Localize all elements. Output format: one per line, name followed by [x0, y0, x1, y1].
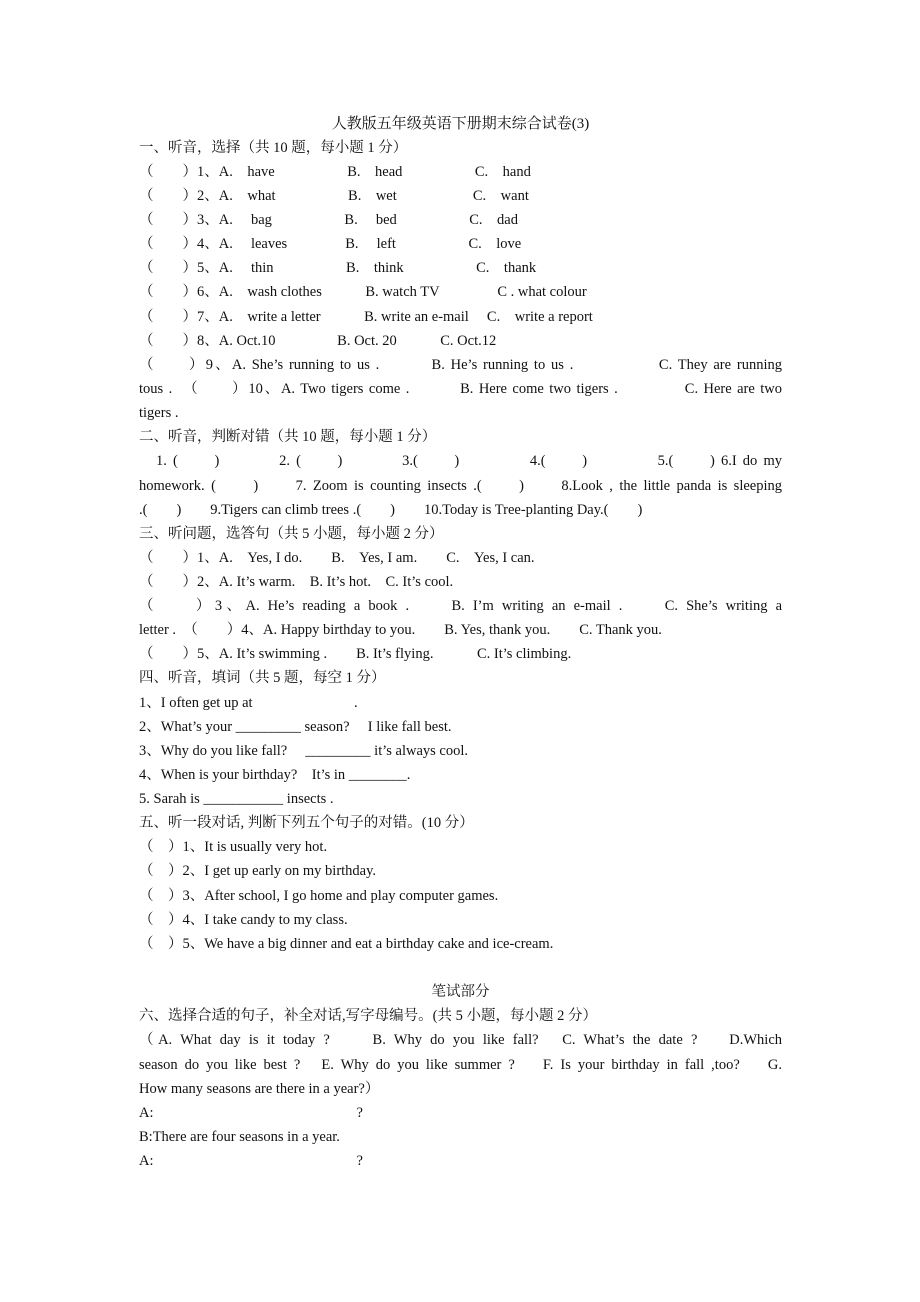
s6-dialog-a1: A: ?: [139, 1105, 363, 1121]
section3-heading: 三、听问题，选答句（共 5 小题，每小题 2 分）: [139, 526, 444, 542]
section5-heading: 五、听一段对话, 判断下列五个句子的对错。(10 分）: [139, 815, 474, 831]
s2-line-3: .( ) 9.Tigers can climb trees .( ) 10.Today is Tree-planting Day.( ): [139, 502, 643, 518]
section6-heading: 六、选择合适的句子，补全对话,写字母编号。(共 5 小题，每小题 2 分）: [139, 1008, 597, 1024]
s5-question-1: （ ）1、It is usually very hot.: [139, 839, 328, 855]
s4-question-2: 2、What’s your _________ season? I like fall best.: [139, 719, 452, 735]
s4-question-5: 5. Sarah is ___________ insects .: [139, 791, 334, 807]
s1-question-9-10: tous . （ ）10、A. Two tigers come . B. Here come two tigers . C. Here are two: [139, 381, 782, 397]
s6-options-1: （A. What day is it today ? B. Why do you like fall? C. What’s the date ? D.Which: [139, 1032, 782, 1048]
s6-options-3: How many seasons are there in a year?）: [139, 1081, 380, 1097]
s1-question-9: （ ）9、A. She’s running to us . B. He’s running to us . C. They are running: [139, 357, 782, 373]
s1-question-3: （ ）3、A. bag B. bed C. dad: [139, 212, 518, 228]
s6-dialog-b1: B:There are four seasons in a year.: [139, 1129, 340, 1145]
s6-dialog-a2: A: ?: [139, 1153, 363, 1169]
s4-question-3: 3、Why do you like fall? _________ it’s always cool.: [139, 743, 469, 759]
s3-question-3-4: letter . （ ）4、A. Happy birthday to you. B. Yes, thank you. C. Thank you.: [139, 622, 662, 638]
s1-question-5: （ ）5、A. thin B. think C. thank: [139, 260, 537, 276]
s1-question-1: （ ）1、A. have B. head C. hand: [139, 164, 531, 180]
s3-question-1: （ ）1、A. Yes, I do. B. Yes, I am. C. Yes, I can.: [139, 550, 535, 566]
s1-question-10-end: tigers .: [139, 405, 179, 421]
s1-question-8: （ ）8、A. Oct.10 B. Oct. 20 C. Oct.12: [139, 333, 497, 349]
s5-question-3: （ ）3、After school, I go home and play computer games.: [139, 888, 499, 904]
s3-question-2: （ ）2、A. It’s warm. B. It’s hot. C. It’s cool.: [139, 574, 454, 590]
s3-question-5: （ ）5、A. It’s swimming . B. It’s flying. C. It’s climbing.: [139, 646, 572, 662]
s1-question-7: （ ）7、A. write a letter B. write an e-mail C. write a report: [139, 309, 593, 325]
s5-question-5: （ ）5、We have a big dinner and eat a birthday cake and ice-cream.: [139, 936, 554, 952]
s2-line-2: homework. ( ) 7. Zoom is counting insects .( ) 8.Look , the little panda is sleeping: [139, 478, 782, 494]
s3-question-3: （ ）3、A. He’s reading a book . B. I’m writing an e-mail . C. She’s writing a: [139, 598, 782, 614]
section4-heading: 四、听音，填词（共 5 题，每空 1 分）: [139, 670, 386, 686]
s1-question-2: （ ）2、A. what B. wet C. want: [139, 188, 529, 204]
written-part-title: 笔试部分: [431, 984, 490, 1000]
s1-question-4: （ ）4、A. leaves B. left C. love: [139, 236, 522, 252]
s4-question-1: 1、I often get up at .: [139, 695, 358, 711]
s6-options-2: season do you like best ? E. Why do you like summer ? F. Is your birthday in fall ,too? G.: [139, 1057, 782, 1073]
exam-title: 人教版五年级英语下册期末综合试卷(3): [331, 116, 590, 132]
s5-question-4: （ ）4、I take candy to my class.: [139, 912, 348, 928]
s1-question-6: （ ）6、A. wash clothes B. watch TV C . what colour: [139, 284, 587, 300]
s4-question-4: 4、When is your birthday? It’s in ________.: [139, 767, 411, 783]
section2-heading: 二、听音，判断对错（共 10 题，每小题 1 分）: [139, 429, 437, 445]
section1-heading: 一、听音，选择（共 10 题，每小题 1 分）: [139, 140, 408, 156]
s2-line-1: 1. ( ) 2. ( ) 3.( ) 4.( ) 5.( ) 6.I do my: [139, 453, 782, 469]
s5-question-2: （ ）2、I get up early on my birthday.: [139, 863, 377, 879]
